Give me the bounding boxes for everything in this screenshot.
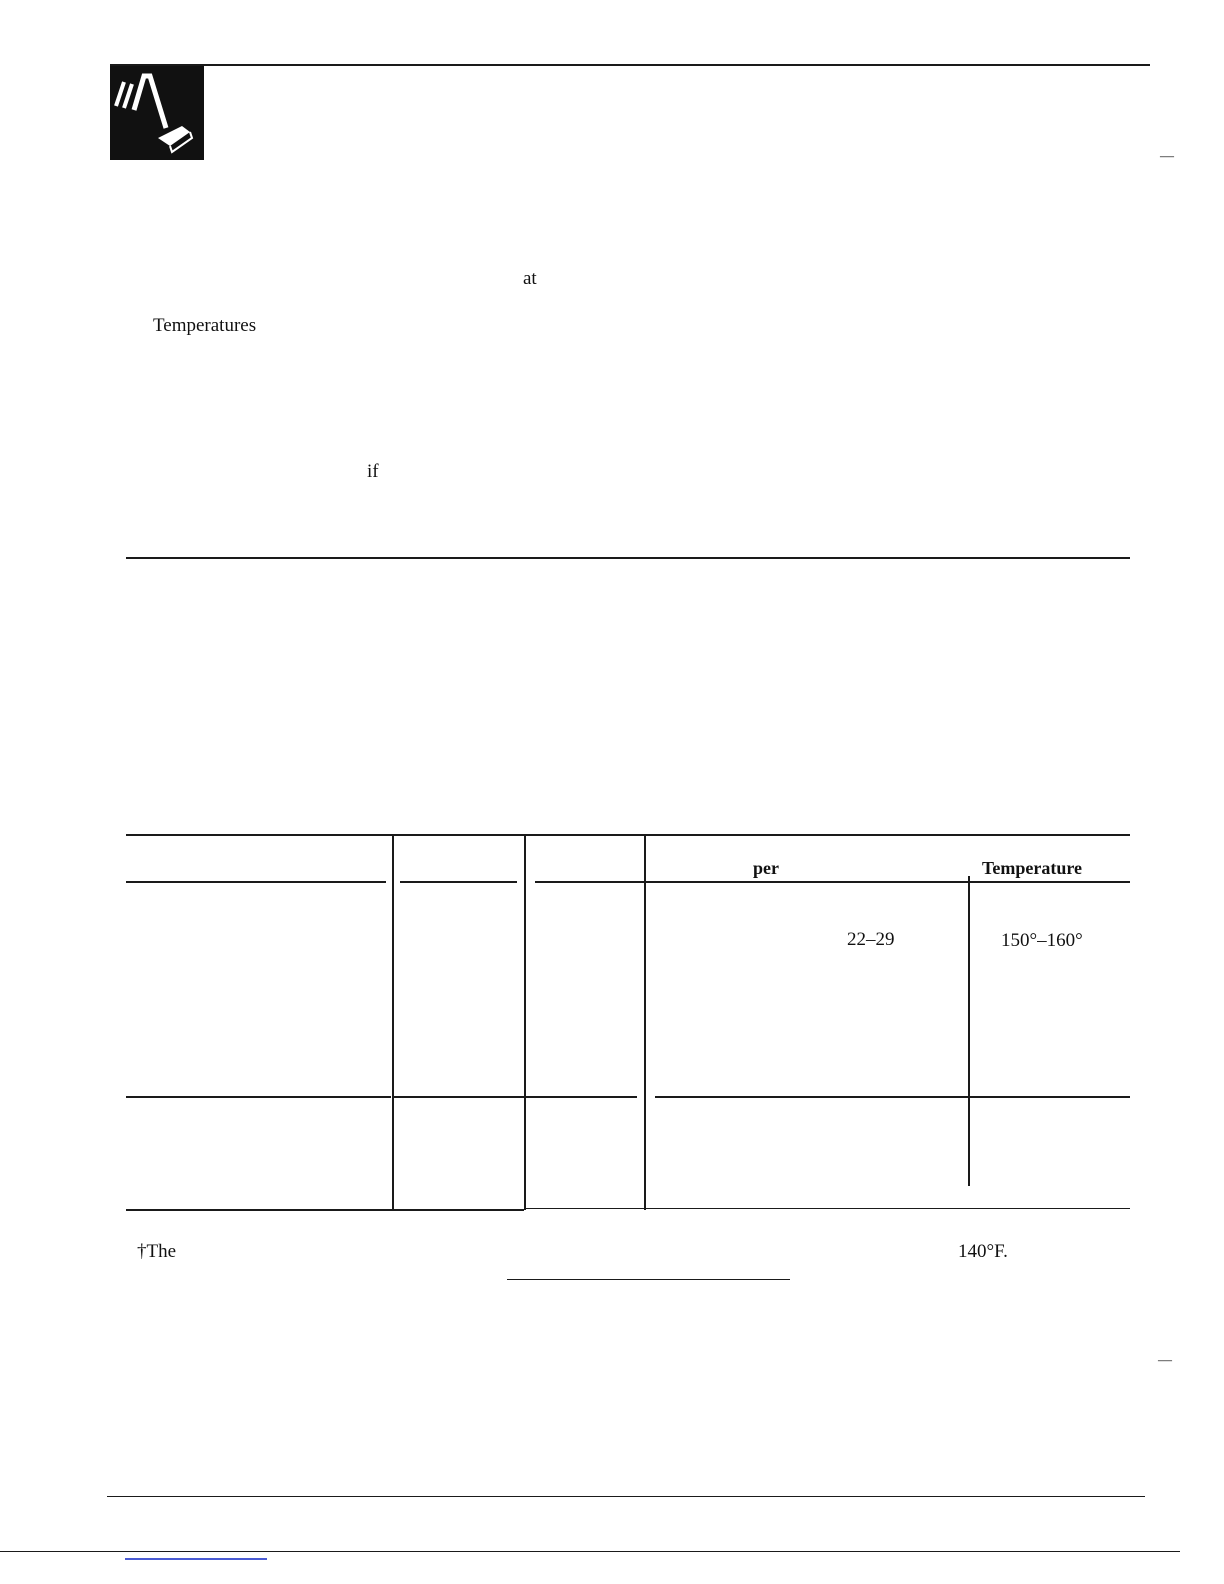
header-underline-col3 [535,881,645,883]
header-underline-col2 [400,881,517,883]
cell-temperature-range: 150°–160° [1001,930,1083,951]
hand-pressing-button-icon [110,66,204,160]
margin-mark-bottom: — [1158,1353,1172,1368]
header-temperature: Temperature [982,858,1082,878]
row-divider-col1 [126,1096,391,1098]
footnote-prefix: †The [137,1241,177,1262]
top-rule [110,64,1150,66]
table-top-rule [126,834,1130,836]
column-divider-3 [644,834,646,1210]
bottom-edge-rule [0,1551,1180,1552]
table-bottom-rule-left [126,1209,524,1211]
section-divider [126,557,1130,559]
column-divider-4 [968,876,970,1186]
footnote-temperature: 140°F. [958,1241,1008,1262]
row-divider-col23 [392,1096,637,1098]
header-per: per [753,858,779,878]
header-underline-col1 [126,881,386,883]
column-divider-2 [524,834,526,1210]
column-divider-1 [392,834,394,1210]
footer-rule [107,1496,1145,1497]
margin-mark-top: — [1160,149,1174,164]
cell-time-range: 22–29 [847,929,895,950]
text-fragment-at: at [523,268,537,289]
text-fragment-temperatures: Temperatures [153,315,257,336]
table-bottom-rule-right [524,1208,1130,1209]
bottom-link-rule [125,1558,267,1560]
footnote-underline [507,1279,790,1280]
text-fragment-if: if [367,461,379,482]
header-underline-col4 [645,881,1130,883]
row-divider-col45 [655,1096,1130,1098]
